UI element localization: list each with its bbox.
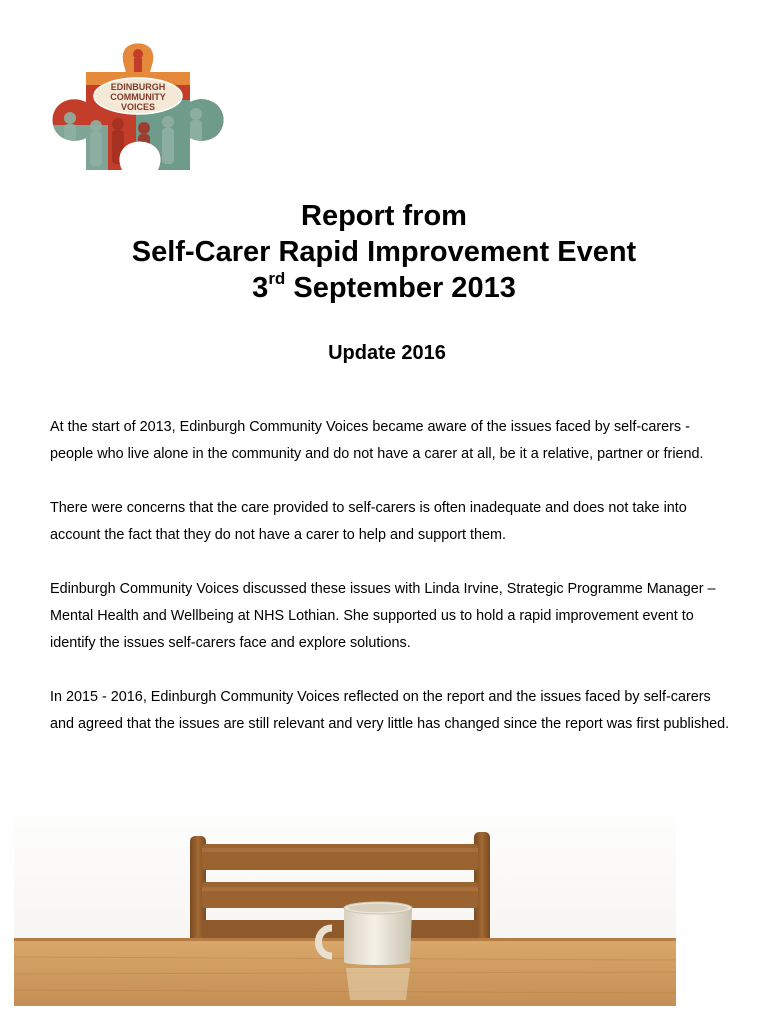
title-line-1: Report from bbox=[301, 200, 467, 232]
paragraph-3: Edinburgh Community Voices discussed these issues with Linda Irvine, Strategic Programme Manager – Mental Health and Wellbeing at NHS Lothian. She supported us to hold a rapid improvement event to identify the issues self-carers face and explore solutions. bbox=[50, 581, 716, 651]
update-subtitle: Update 2016 bbox=[328, 342, 446, 364]
title-date-ordinal: rd bbox=[268, 269, 286, 289]
body-text bbox=[50, 414, 730, 765]
paragraph-4: In 2015 - 2016, Edinburgh Community Voices reflected on the report and the issues faced by self-carers and agreed that the issues are still relevant and very little has changed since the report was first published. bbox=[50, 689, 730, 732]
paragraph-1: At the start of 2013, Edinburgh Community Voices became aware of the issues faced by self-carers - people who live alone in the community and do not have a carer at all, be it a relative, partner or friend. bbox=[50, 419, 704, 462]
logo-line-3: VOICES bbox=[120, 102, 156, 112]
title-line-2: Self-Carer Rapid Improvement Event bbox=[131, 236, 637, 268]
title-date-rest: September 2013 bbox=[285, 272, 516, 304]
title-date-day: 3 bbox=[252, 272, 269, 304]
title-line-3 bbox=[0, 270, 768, 306]
edinburgh-community-voices-logo bbox=[48, 40, 228, 175]
logo-line-2: COMMUNITY bbox=[110, 92, 166, 102]
logo-line-1: EDINBURGH bbox=[110, 82, 166, 92]
paragraph-2: There were concerns that the care provided to self-carers is often inadequate and does not take into account the fact that they do not have a carer to help and support them. bbox=[50, 500, 687, 543]
report-title bbox=[0, 198, 768, 306]
chair-and-mug-photo bbox=[14, 792, 676, 1006]
